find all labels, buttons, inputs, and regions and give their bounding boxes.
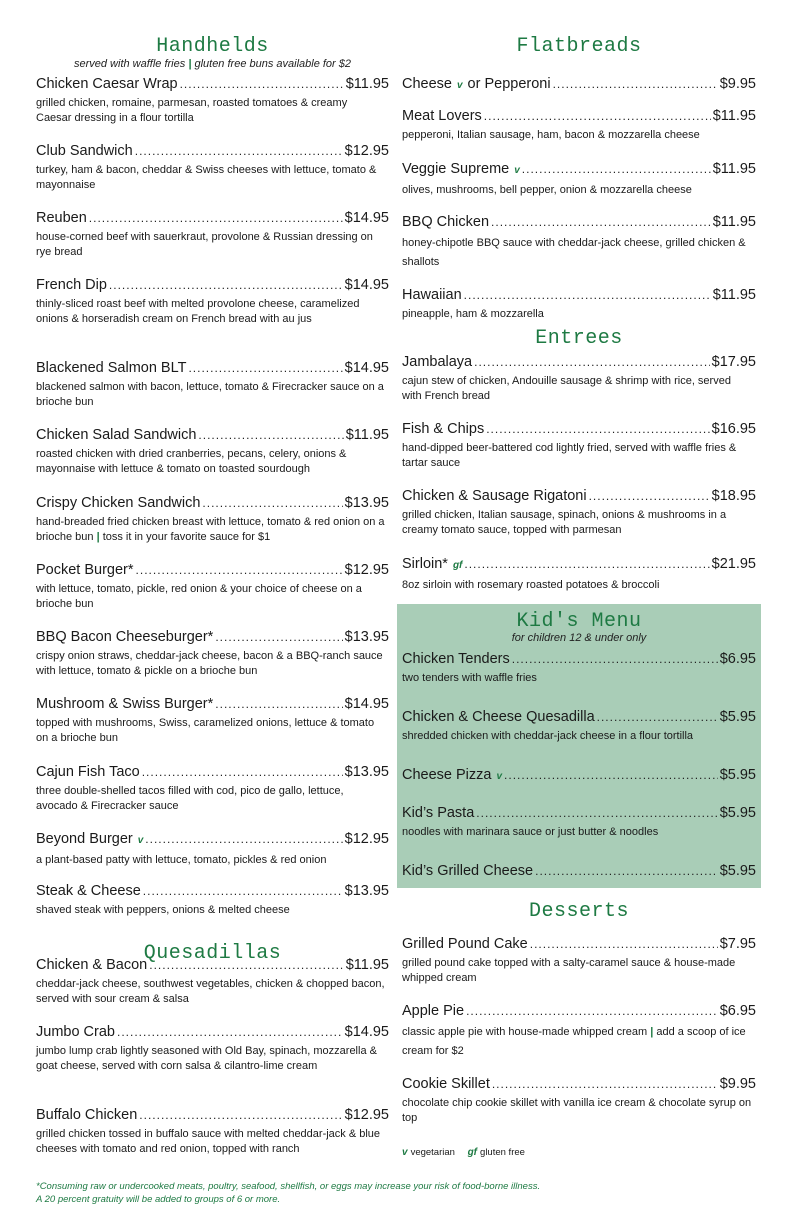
dot-leader	[215, 628, 342, 646]
menu-item-chicken-tenders	[402, 650, 756, 686]
menu-item-kids-grilled-cheese	[402, 862, 756, 880]
menu-item-bbq-bacon-cheeseburger	[36, 628, 389, 678]
handhelds-subtitle-a: served with waffle fries	[73, 58, 186, 70]
dot-leader	[476, 804, 717, 822]
item-price: $9.95	[719, 76, 756, 92]
item-name: French Dip	[36, 277, 107, 293]
menu-item-jumbo-crab-quesadilla	[36, 1023, 389, 1073]
menu-item-mushroom-swiss-burger	[36, 695, 389, 745]
dot-leader	[188, 359, 342, 377]
menu-item-fish-chips	[402, 420, 756, 470]
item-description: grilled pound cake topped with a salty-caramel sauce & house-made whipped cream	[402, 957, 736, 984]
handhelds-subtitle-b: gluten free buns available for $2	[194, 58, 352, 70]
dot-leader	[464, 555, 709, 573]
item-description: honey-chipotle BBQ sauce with cheddar-jack cheese, grilled chicken & shallots	[402, 237, 746, 268]
dot-leader	[136, 561, 343, 579]
item-name: Blackened Salmon BLT	[36, 360, 187, 376]
dot-leader	[202, 494, 342, 512]
menu-item-crispy-chicken-sandwich	[36, 494, 389, 544]
item-description: topped with mushrooms, Swiss, caramelized onions, lettuce & tomato on a brioche bun	[36, 717, 375, 744]
vegetarian-legend-label: vegetarian	[410, 1147, 455, 1158]
item-price: $21.95	[711, 556, 756, 572]
item-description: cheddar-jack cheese, southwest vegetables, chicken & chopped bacon, served with sour cream & salsa	[36, 978, 385, 1005]
item-description	[402, 1023, 756, 1061]
item-description: pineapple, ham & mozzarella	[402, 308, 544, 320]
menu-item-chicken-caesar-wrap	[36, 75, 389, 125]
item-name: Meat Lovers	[402, 108, 482, 124]
item-price: $13.95	[344, 495, 389, 511]
gratuity-notice: A 20 percent gratuity will be added to groups of 6 or more.	[36, 1194, 281, 1205]
dot-leader	[491, 213, 711, 231]
desserts-title: Desserts	[528, 900, 629, 923]
item-description: blackened salmon with bacon, lettuce, tomato & Firecracker sauce on a brioche bun	[36, 381, 384, 408]
menu-item-blackened-salmon-blt	[36, 359, 389, 409]
menu-item-apple-pie	[402, 1002, 756, 1061]
item-price: $18.95	[711, 488, 756, 504]
item-price: $5.95	[719, 767, 756, 783]
item-description: crispy onion straws, cheddar-jack cheese, bacon & a BBQ-ranch sauce with lettuce, tomato & pickle on a brioche bun	[36, 650, 383, 677]
item-description: noodles with marinara sauce or just butter & noodles	[402, 826, 659, 838]
food-safety-warning: *Consuming raw or undercooked meats, poultry, seafood, shellfish, or eggs may increase your risk of food-borne illness.	[36, 1181, 541, 1192]
menu-item-pocket-burger	[36, 561, 389, 611]
item-name: Grilled Pound Cake	[402, 936, 528, 952]
item-description: grilled chicken tossed in buffalo sauce with melted cheddar-jack & blue cheeses with tomato and red onion, topped with ranch	[36, 1128, 381, 1155]
menu-item-reuben	[36, 209, 389, 259]
item-description-main: hand-breaded fried chicken breast with lettuce, tomato & red onion on a brioche bun	[36, 516, 385, 543]
dot-leader	[198, 426, 343, 444]
item-price: $11.95	[712, 287, 756, 303]
dot-leader	[504, 766, 718, 784]
item-name: Jumbo Crab	[36, 1024, 115, 1040]
dot-leader	[135, 142, 343, 160]
item-name: Chicken Tenders	[402, 651, 510, 667]
dot-leader	[215, 695, 342, 713]
menu-item-bbq-chicken-flatbread	[402, 213, 756, 272]
item-description	[36, 515, 389, 544]
item-name: Crispy Chicken Sandwich	[36, 495, 201, 511]
item-description-main: classic apple pie with house-made whipped cream	[402, 1026, 648, 1038]
handhelds-subtitle	[36, 58, 389, 70]
menu-item-chicken-sausage-rigatoni	[402, 487, 756, 537]
item-description: shredded chicken with cheddar-jack cheese in a flour tortilla	[402, 730, 694, 742]
dot-leader	[145, 830, 342, 848]
item-name: Chicken & Sausage Rigatoni	[402, 488, 587, 504]
vegetarian-badge: v	[496, 771, 503, 782]
vegetarian-badge: v	[137, 835, 144, 846]
dot-leader	[484, 107, 711, 125]
item-description: roasted chicken with dried cranberries, pecans, celery, onions & mayonnaise with lettuce & tomato on toasted sourdough	[36, 448, 347, 475]
dot-leader	[466, 1002, 718, 1020]
item-name: Club Sandwich	[36, 143, 133, 159]
dot-leader	[142, 763, 343, 781]
menu-item-kids-quesadilla	[402, 708, 756, 744]
item-price: $13.95	[344, 883, 389, 899]
entrees-title: Entrees	[535, 327, 623, 350]
item-price: $11.95	[712, 108, 756, 124]
item-price: $12.95	[344, 1107, 389, 1123]
menu-item-grilled-pound-cake	[402, 935, 756, 985]
item-description: 8oz sirloin with rosemary roasted potatoes & broccoli	[402, 579, 660, 591]
item-name: Chicken & Cheese Quesadilla	[402, 709, 595, 725]
item-description-addon: add a scoop of ice cream for $2	[402, 1026, 746, 1057]
handhelds-title: Handhelds	[156, 35, 269, 58]
gluten-free-legend-label: gluten free	[480, 1147, 525, 1158]
item-description: hand-dipped beer-battered cod lightly fried, served with waffle fries & tartar sauce	[402, 442, 737, 469]
dot-leader	[597, 708, 718, 726]
item-description: grilled chicken, romaine, parmesan, roasted tomatoes & creamy Caesar dressing in a flour tortilla	[36, 97, 348, 124]
dot-leader	[553, 75, 718, 93]
kids-menu-subtitle: for children 12 & under only	[511, 632, 647, 644]
dot-leader	[89, 209, 343, 227]
item-name: Cheese Pizza	[402, 767, 492, 783]
menu-item-cheese-pizza	[402, 766, 756, 786]
dot-leader	[474, 353, 710, 371]
item-price: $11.95	[345, 957, 389, 973]
item-price: $11.95	[345, 427, 389, 443]
item-name: Cajun Fish Taco	[36, 764, 140, 780]
item-name: Pocket Burger*	[36, 562, 134, 578]
menu-item-buffalo-chicken-quesadilla	[36, 1106, 389, 1156]
dot-leader	[589, 487, 710, 505]
vegetarian-badge: v	[514, 165, 520, 176]
dot-leader	[117, 1023, 343, 1041]
item-price: $14.95	[344, 277, 389, 293]
item-price: $12.95	[344, 143, 389, 159]
item-price: $13.95	[344, 764, 389, 780]
item-name: Steak & Cheese	[36, 883, 141, 899]
item-price: $12.95	[344, 562, 389, 578]
item-price: $14.95	[344, 360, 389, 376]
item-description: three double-shelled tacos filled with cod, pico de gallo, lettuce, avocado & Firecracker sauce	[36, 785, 344, 812]
item-price: $11.95	[345, 76, 389, 92]
item-description: grilled chicken, Italian sausage, spinach, onions & mushrooms in a creamy tomato sauce, topped with parmesan	[402, 509, 727, 536]
quesadillas-title: Quesadillas	[143, 942, 282, 965]
dot-leader	[109, 276, 343, 294]
item-name: Jambalaya	[402, 354, 473, 370]
item-description: pepperoni, Italian sausage, ham, bacon & mozzarella cheese	[402, 129, 700, 141]
item-description: house-corned beef with sauerkraut, provolone & Russian dressing on rye bread	[36, 231, 373, 258]
menu-item-french-dip	[36, 276, 389, 326]
item-name: Veggie Supreme	[402, 161, 510, 177]
item-description: jumbo lump crab lightly seasoned with Old Bay, spinach, mozzarella & goat cheese, served with corn salsa & cilantro-lime cream	[36, 1045, 377, 1072]
item-price: $11.95	[712, 214, 756, 230]
item-name: Beyond Burger	[36, 831, 133, 847]
item-price: $7.95	[719, 936, 756, 952]
item-price: $5.95	[719, 709, 756, 725]
item-price: $14.95	[344, 696, 389, 712]
menu-item-steak-cheese	[36, 882, 389, 918]
dot-leader	[486, 420, 709, 438]
item-name: Fish & Chips	[402, 421, 485, 437]
item-description-addon: toss it in your favorite sauce for $1	[102, 530, 271, 543]
item-name-cheese: Cheese	[402, 76, 452, 92]
item-description: with lettuce, tomato, pickle, red onion & your choice of cheese on a brioche bun	[36, 583, 362, 610]
item-name: Mushroom & Swiss Burger*	[36, 696, 214, 712]
item-price: $16.95	[711, 421, 756, 437]
item-price: $5.95	[719, 805, 756, 821]
menu-item-cajun-fish-taco	[36, 763, 389, 813]
menu-item-veggie-supreme	[402, 160, 756, 198]
menu-item-kids-pasta	[402, 804, 756, 840]
item-price: $6.95	[719, 1003, 756, 1019]
item-description: chocolate chip cookie skillet with vanilla ice cream & chocolate syrup on top	[402, 1097, 752, 1124]
item-price: $14.95	[344, 210, 389, 226]
dot-leader	[530, 935, 718, 953]
item-name-pepperoni: or Pepperoni	[467, 76, 551, 92]
item-name: BBQ Chicken	[402, 214, 490, 230]
item-description: olives, mushrooms, bell pepper, onion & mozzarella cheese	[402, 184, 692, 196]
item-description: shaved steak with peppers, onions & melted cheese	[36, 904, 290, 916]
kids-menu-title: Kid's Menu	[516, 610, 642, 633]
item-description: two tenders with waffle fries	[402, 672, 537, 684]
dot-leader	[180, 75, 344, 93]
dot-leader	[535, 862, 718, 880]
item-price: $12.95	[344, 831, 389, 847]
description-separator: |	[96, 530, 100, 543]
menu-item-sirloin	[402, 555, 756, 593]
item-price: $6.95	[719, 651, 756, 667]
item-name: Apple Pie	[402, 1003, 465, 1019]
diet-legend	[402, 1147, 525, 1158]
menu-item-club-sandwich	[36, 142, 389, 192]
description-separator: |	[650, 1026, 654, 1038]
menu-item-jambalaya	[402, 353, 756, 403]
item-name: Reuben	[36, 210, 87, 226]
dot-leader	[143, 882, 343, 900]
menu-item-beyond-burger	[36, 830, 389, 868]
item-price: $11.95	[712, 161, 756, 177]
dot-leader	[149, 956, 343, 974]
item-price: $17.95	[711, 354, 756, 370]
item-name: BBQ Bacon Cheeseburger*	[36, 629, 214, 645]
vegetarian-legend-symbol: v	[402, 1147, 408, 1158]
item-price: $9.95	[719, 1076, 756, 1092]
gluten-free-legend-symbol: gf	[467, 1147, 478, 1158]
menu-item-chicken-salad-sandwich	[36, 426, 389, 476]
footnote	[36, 1180, 756, 1206]
item-name: Chicken Salad Sandwich	[36, 427, 197, 443]
dot-leader	[464, 286, 711, 304]
menu-item-cheese-pepperoni-flatbread	[402, 75, 756, 95]
menu-item-cookie-skillet	[402, 1075, 756, 1125]
item-name: Chicken & Bacon	[36, 957, 148, 973]
subtitle-separator: |	[188, 58, 192, 70]
item-name: Chicken Caesar Wrap	[36, 76, 178, 92]
flatbreads-title: Flatbreads	[516, 35, 642, 58]
item-description: thinly-sliced roast beef with melted provolone cheese, caramelized onions & horseradish cream on French bread with au jus	[36, 298, 360, 325]
item-name: Sirloin*	[402, 556, 448, 572]
kids-menu-panel	[397, 604, 761, 888]
item-name: Kid’s Pasta	[402, 805, 475, 821]
item-description: a plant-based patty with lettuce, tomato, pickles & red onion	[36, 854, 327, 866]
item-name: Cookie Skillet	[402, 1076, 490, 1092]
menu-item-meat-lovers	[402, 107, 756, 143]
item-name: Kid’s Grilled Cheese	[402, 863, 534, 879]
item-price: $5.95	[719, 863, 756, 879]
item-name: Buffalo Chicken	[36, 1107, 138, 1123]
item-description: cajun stew of chicken, Andouille sausage & shrimp with rice, served with French bread	[402, 375, 731, 402]
item-price: $13.95	[344, 629, 389, 645]
gluten-free-badge: gf	[452, 560, 463, 571]
dot-leader	[139, 1106, 342, 1124]
menu-item-chicken-bacon-quesadilla	[36, 956, 389, 1006]
menu-item-hawaiian	[402, 286, 756, 322]
item-name: Hawaiian	[402, 287, 462, 303]
dot-leader	[522, 160, 711, 178]
dot-leader	[512, 650, 718, 668]
item-description: turkey, ham & bacon, cheddar & Swiss cheeses with lettuce, tomato & mayonnaise	[36, 164, 377, 191]
vegetarian-badge: v	[456, 80, 463, 91]
item-price: $14.95	[344, 1024, 389, 1040]
dot-leader	[492, 1075, 718, 1093]
